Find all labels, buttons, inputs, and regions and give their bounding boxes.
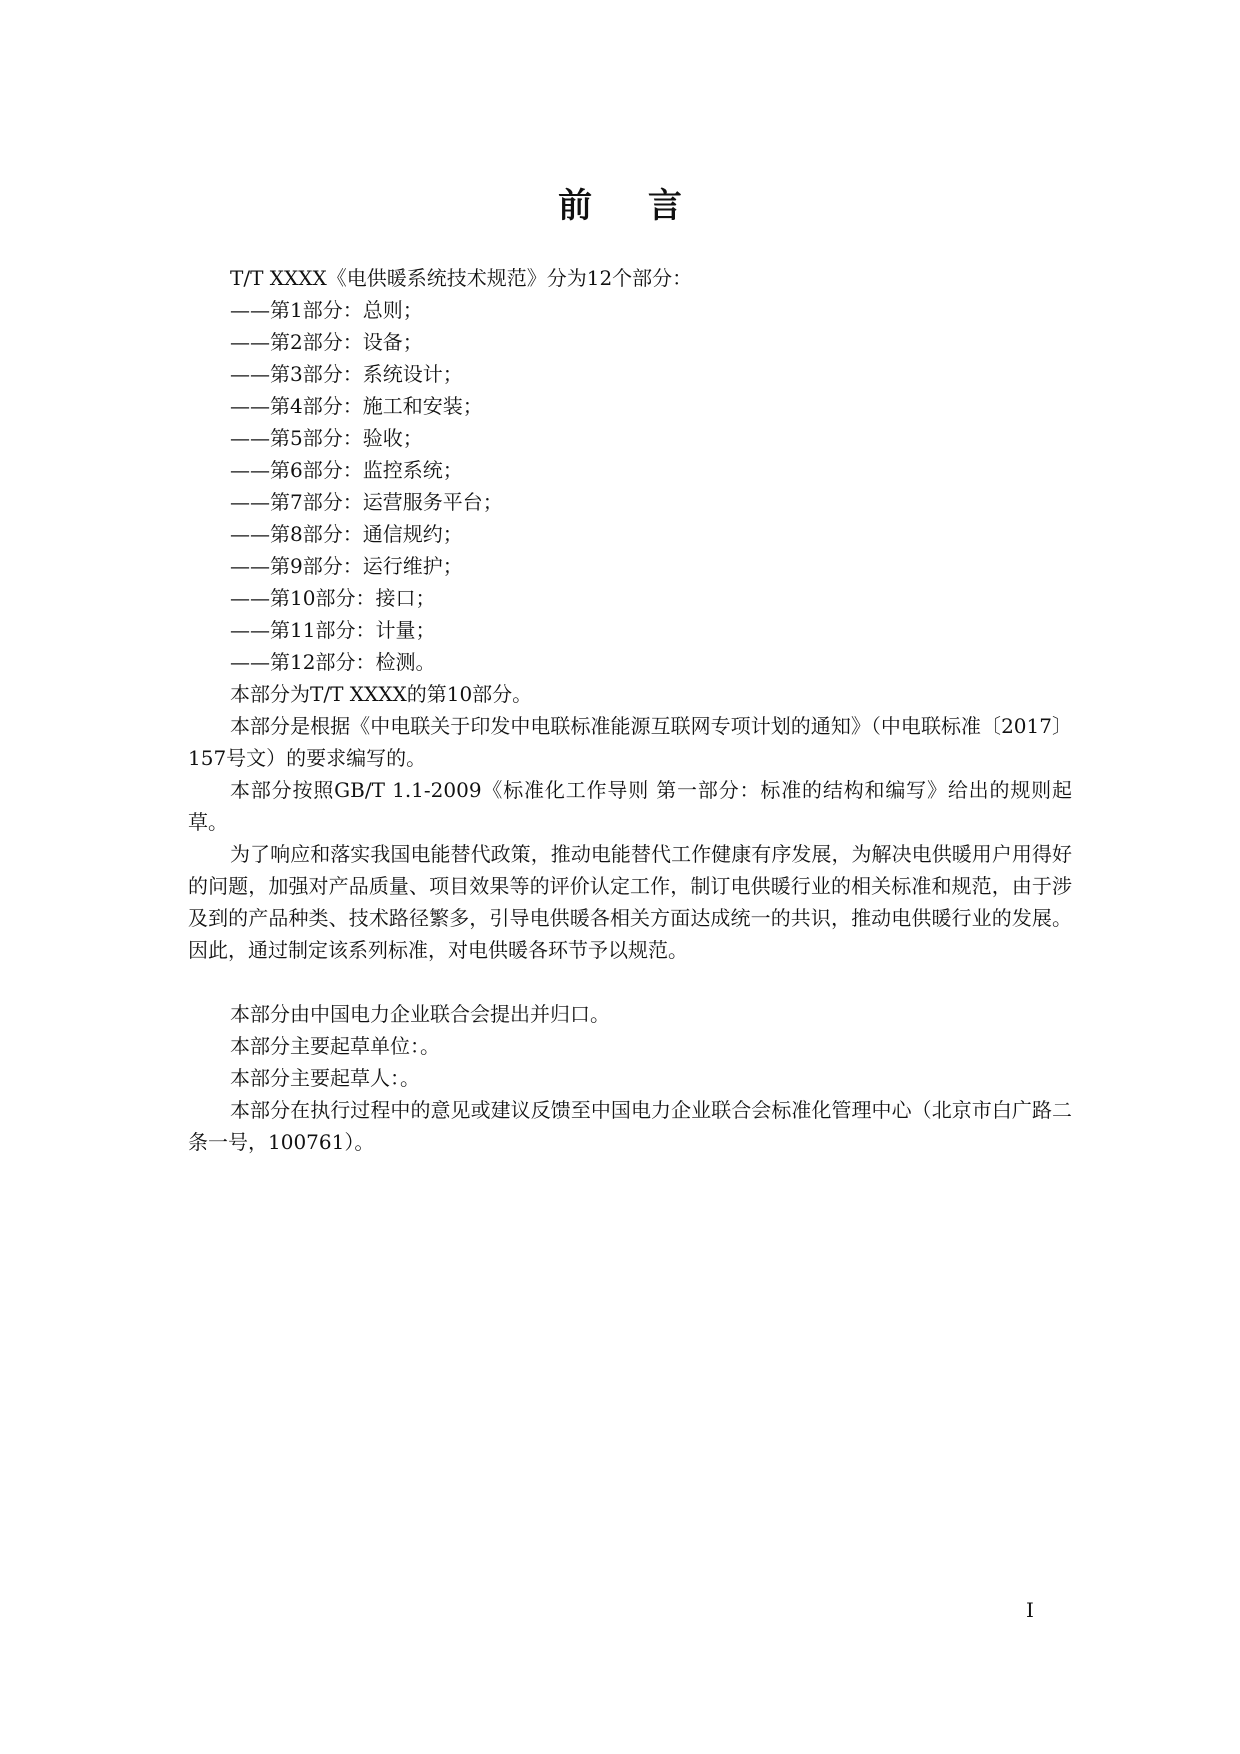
closing-paragraph: 本部分主要起草单位：。 (230, 1034, 440, 1058)
closing-paragraph: 本部分在执行过程中的意见或建议反馈至中国电力企业联合会标准化管理中心（北京市白广路二条一号，100761）。 (188, 1098, 1072, 1154)
closing-paragraph: 本部分由中国电力企业联合会提出并归口。 (230, 1002, 610, 1026)
part-item: ——第11部分：计量； (230, 618, 436, 642)
part-item: ——第5部分：验收； (230, 426, 423, 450)
part-item: ——第7部分：运营服务平台； (230, 490, 503, 514)
part-item: ——第2部分：设备； (230, 330, 423, 354)
part-item: ——第4部分：施工和安装； (230, 394, 483, 418)
part-item: ——第3部分：系统设计； (230, 362, 463, 386)
part-item: ——第6部分：监控系统； (230, 458, 463, 482)
closing-paragraph: 本部分主要起草人：。 (230, 1066, 420, 1090)
part-item: ——第8部分：通信规约； (230, 522, 463, 546)
part-item: ——第12部分：检测。 (230, 650, 436, 674)
parts-list (188, 294, 1072, 678)
part-item: ——第10部分：接口； (230, 586, 436, 610)
body-paragraph: 本部分是根据《中电联关于印发中电联标准能源互联网专项计划的通知》（中电联标准〔2017〕157号文）的要求编写的。 (188, 714, 1072, 770)
body-paragraph: 为了响应和落实我国电能替代政策，推动电能替代工作健康有序发展，为解决电供暖用户用得好的问题，加强对产品质量、项目效果等的评价认定工作，制订电供暖行业的相关标准和规范，由于涉及到的产品种类、技术路径繁多，引导电供暖各相关方面达成统一的共识，推动电供暖行业的发展。因此，通过制定该系列标准，对电供暖各环节予以规范。 (188, 842, 1072, 962)
page-number: I (1026, 1598, 1034, 1622)
page-title: 前 言 (558, 186, 704, 226)
body-paragraph: 本部分为T/T XXXX的第10部分。 (230, 682, 533, 706)
document-body (188, 262, 1072, 1158)
intro-paragraph: T/T XXXX《电供暖系统技术规范》分为12个部分： (230, 266, 693, 290)
part-item: ——第9部分：运行维护； (230, 554, 463, 578)
part-item: ——第1部分：总则； (230, 298, 423, 322)
body-paragraph: 本部分按照GB/T 1.1-2009《标准化工作导则 第一部分：标准的结构和编写》给出的规则起草。 (188, 778, 1072, 834)
paragraph-spacer (188, 966, 1072, 998)
